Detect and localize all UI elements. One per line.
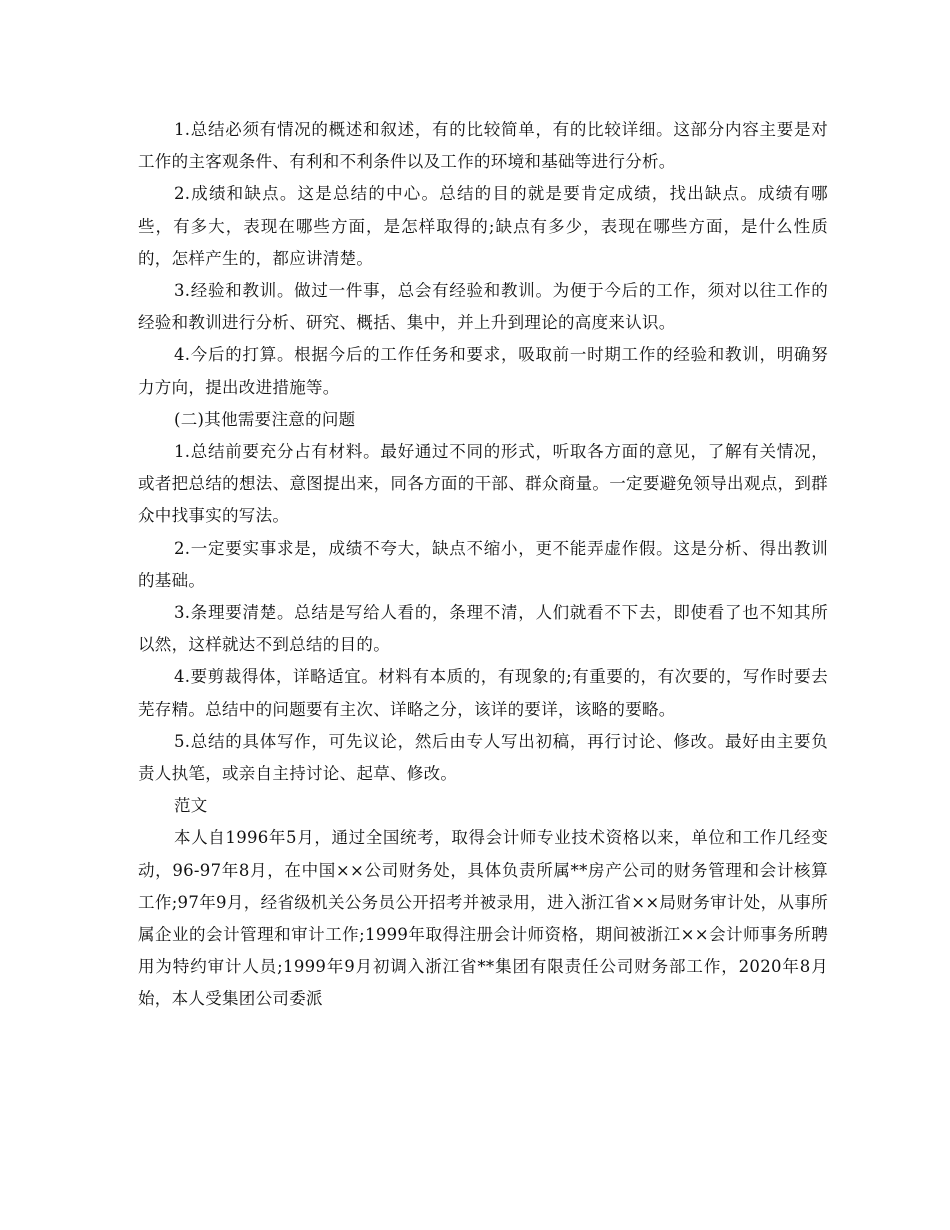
paragraph-sample-text: 本人自1996年5月，通过全国统考，取得会计师专业技术资格以来，单位和工作几经变动，96-97年8月，在中国××公司财务处，具体负责所属**房产公司的财务管理和会计核算工作;97年9月，经省级机关公务员公开招考并被录用，进入浙江省××局财务审计处，从事所属企业的会计管理和审计工作;1999年取得注册会计师资格，期间被浙江××会计师事务所聘用为特约审计人员;1999年9月初调入浙江省**集团有限责任公司财务部工作，2020年8月始，本人受集团公司委派 <box>138 828 828 1009</box>
paragraph-experience-lessons: 3.经验和教训。做过一件事，总会有经验和教训。为便于今后的工作，须对以往工作的经验和教训进行分析、研究、概括、集中，并上升到理论的高度来认识。 <box>138 281 828 333</box>
section-heading-other-issues: (二)其他需要注意的问题 <box>174 409 356 429</box>
paragraph-gather-materials: 1.总结前要充分占有材料。最好通过不同的形式，听取各方面的意见，了解有关情况，或者把总结的想法、意图提出来，同各方面的干部、群众商量。一定要避免领导出观点，到群众中找事实的写法。 <box>138 442 828 526</box>
paragraph-appropriate-detail: 4.要剪裁得体，详略适宜。材料有本质的，有现象的;有重要的，有次要的，写作时要去芜存精。总结中的问题要有主次、详略之分，该详的要详，该略的要略。 <box>138 667 828 719</box>
paragraph-seek-truth: 2.一定要实事求是，成绩不夸大，缺点不缩小，更不能弄虚作假。这是分析、得出教训的基础。 <box>138 538 828 590</box>
paragraph-writing-process: 5.总结的具体写作，可先议论，然后由专人写出初稿，再行讨论、修改。最好由主要负责人执笔，或亲自主持讨论、起草、修改。 <box>138 731 828 784</box>
document-body <box>138 114 828 1016</box>
section-heading-sample: 范文 <box>174 796 208 816</box>
paragraph-summary-overview: 1.总结必须有情况的概述和叙述，有的比较简单，有的比较详细。这部分内容主要是对工作的主客观条件、有利和不利条件以及工作的环境和基础等进行分析。 <box>138 120 828 172</box>
paragraph-clear-structure: 3.条理要清楚。总结是写给人看的，条理不清，人们就看不下去，即使看了也不知其所以然，这样就达不到总结的目的。 <box>138 603 828 655</box>
paragraph-future-plans: 4.今后的打算。根据今后的工作任务和要求，吸取前一时期工作的经验和教训，明确努力方向，提出改进措施等。 <box>138 345 828 397</box>
paragraph-achievements-shortcomings: 2.成绩和缺点。这是总结的中心。总结的目的就是要肯定成绩，找出缺点。成绩有哪些，有多大，表现在哪些方面，是怎样取得的;缺点有多少，表现在哪些方面，是什么性质的，怎样产生的，都应讲清楚。 <box>138 184 828 268</box>
